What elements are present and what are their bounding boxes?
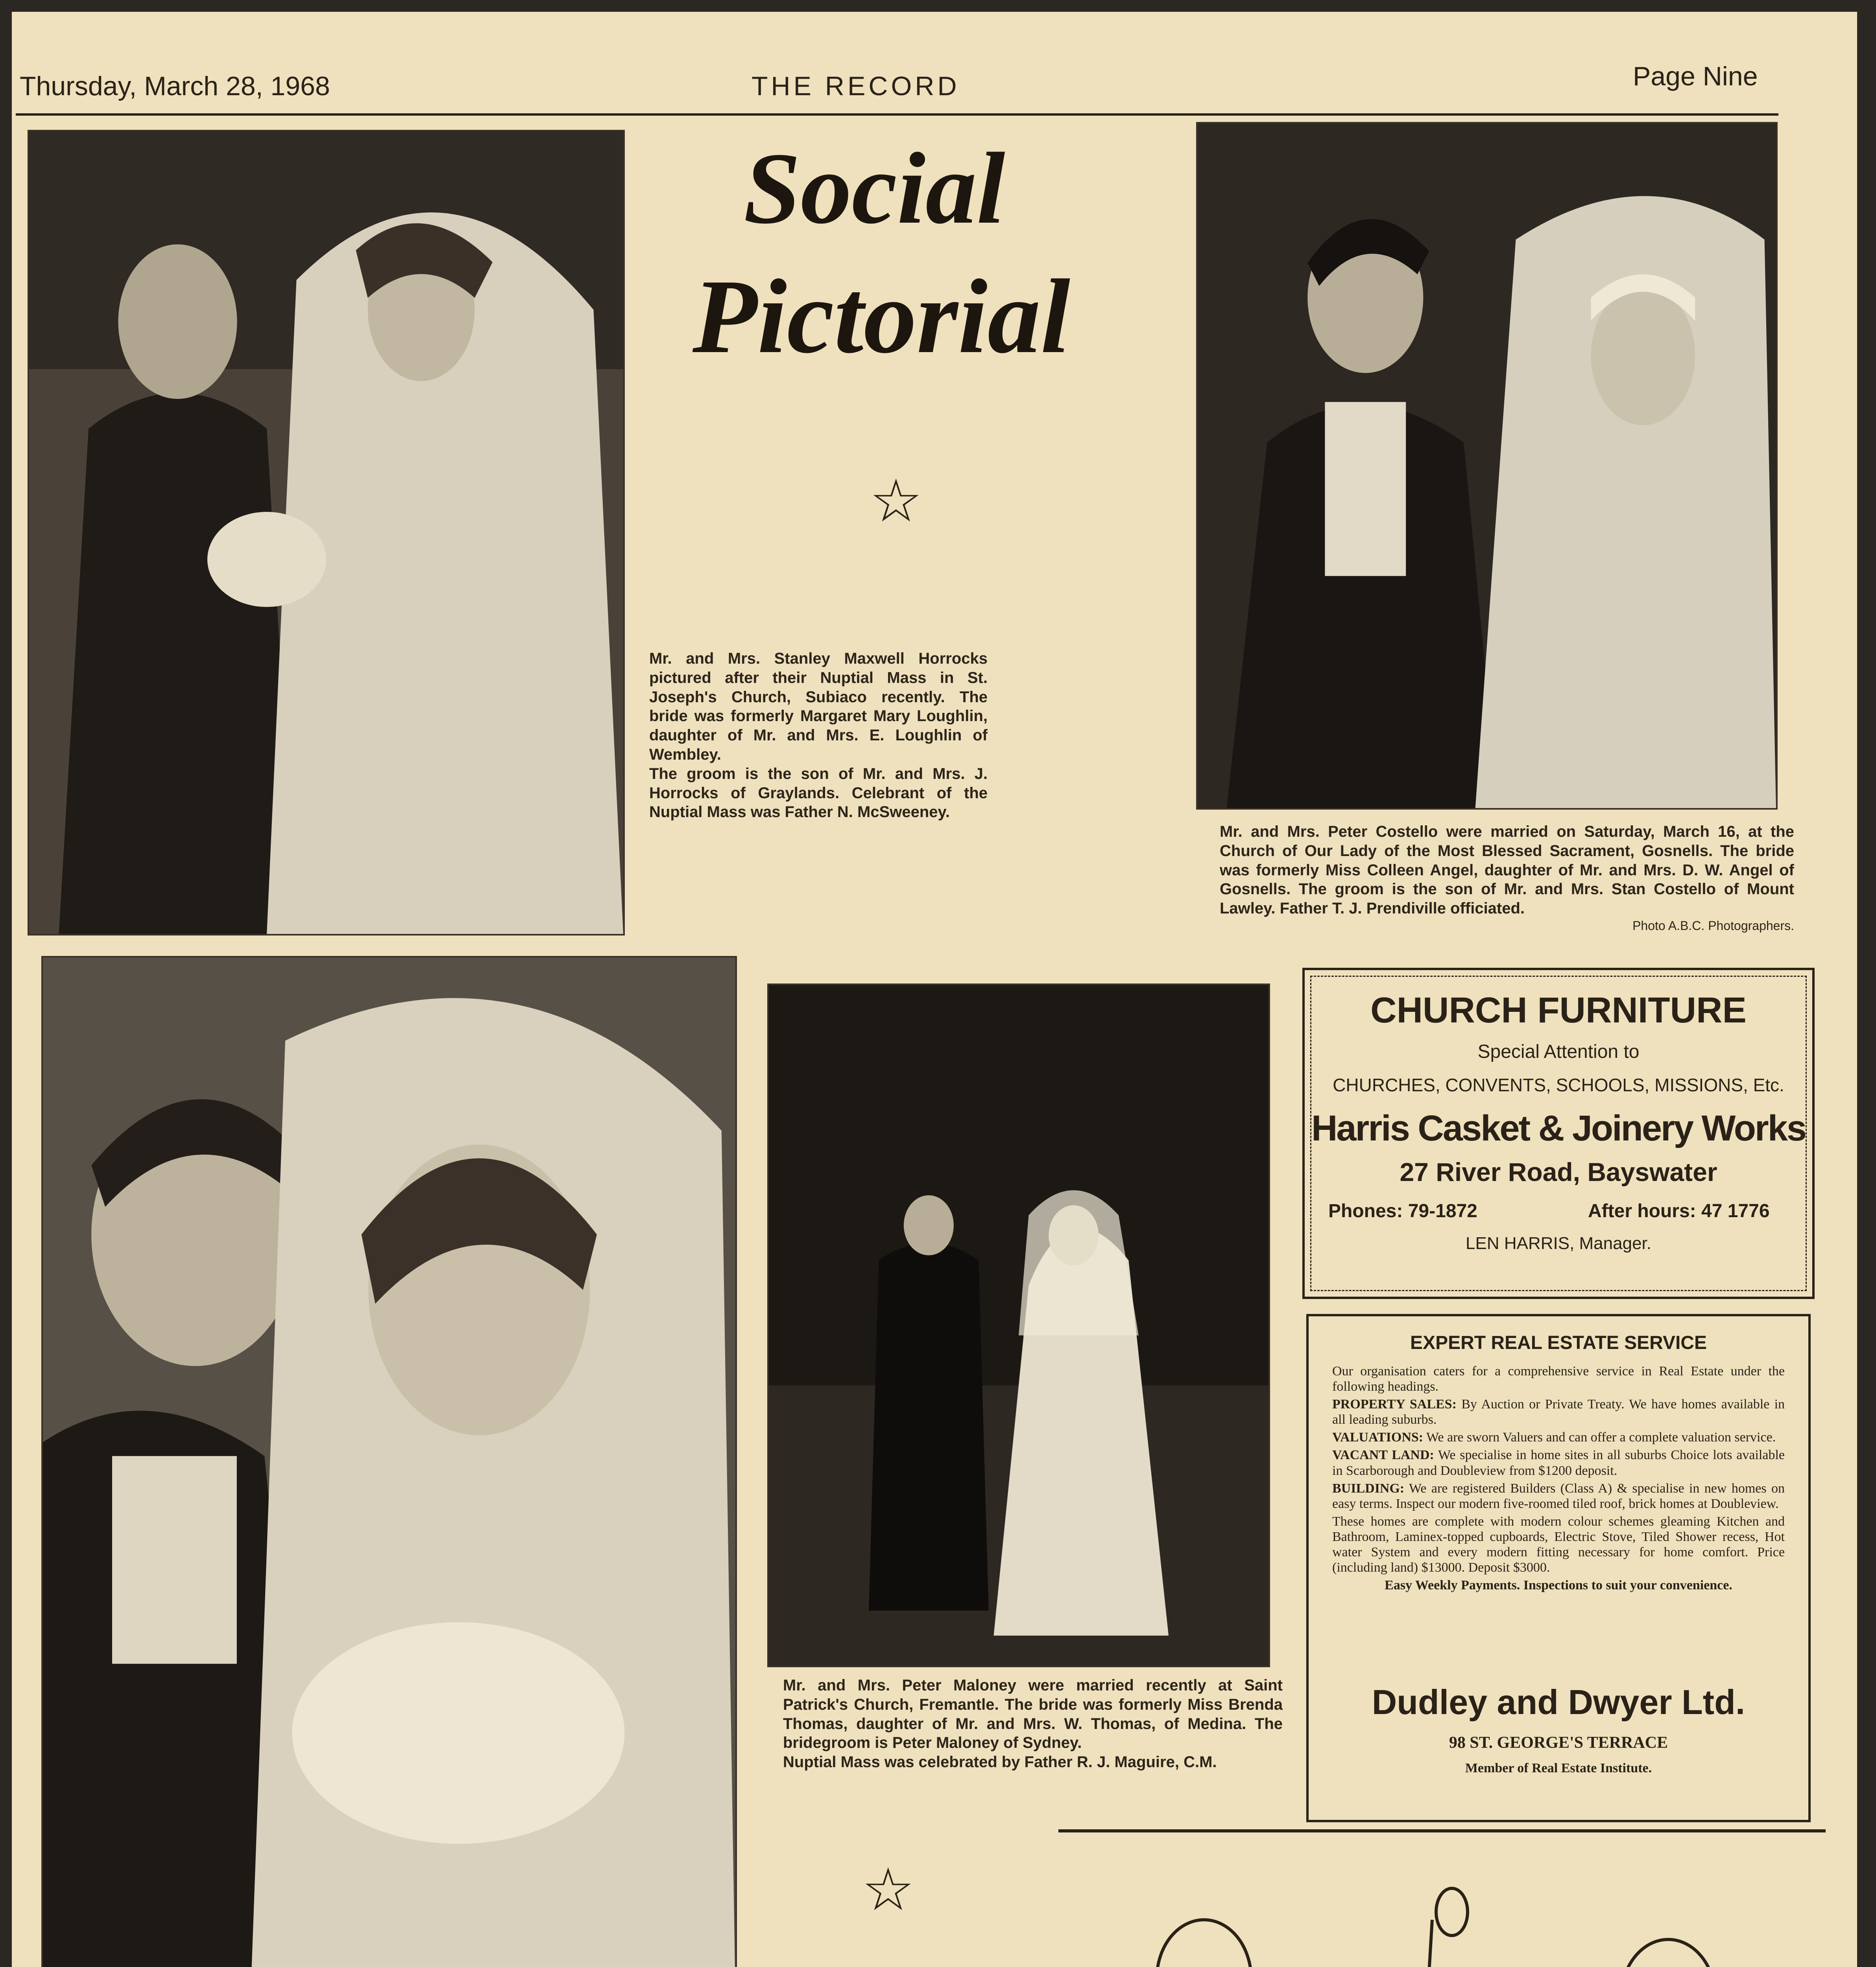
ad-church-furniture [1302, 968, 1815, 1299]
feature-title-line1: Social [744, 132, 1005, 245]
realestate-item-valuations: VALUATIONS: We are sworn Valuers and can offer a complete valuation service. [1332, 1430, 1776, 1445]
realestate-item-sales: PROPERTY SALES: By Auction or Private Treaty. We have homes available in all leading suburbs. [1332, 1397, 1785, 1427]
realestate-homes: These homes are complete with modern colour schemes gleaming Kitchen and Bathroom, Laminex-topped cupboards, Electric Stove, Tiled Shower recess, Hot water System and every modern fitting necessary for home comfort. Price (including land) $13000. Deposit $3000. [1332, 1514, 1785, 1575]
ad-real-estate [1306, 1314, 1811, 1822]
swan-illustration [1086, 1841, 1794, 1967]
photo-horrocks-couple [28, 130, 625, 936]
realestate-heading: EXPERT REAL ESTATE SERVICE [1410, 1332, 1707, 1353]
caption-maloney-text-2: Nuptial Mass was celebrated by Father R. J. Maguire, C.M. [783, 1753, 1217, 1771]
feature-title-line2: Pictorial [692, 258, 1070, 375]
caption-horrocks [649, 649, 988, 822]
photo-conlan-couple [41, 956, 737, 1967]
church-ad-company: Harris Casket & Joinery Works [1311, 1108, 1806, 1148]
realestate-address: 98 ST. GEORGE'S TERRACE [1449, 1734, 1668, 1752]
caption-costello-credit: Photo A.B.C. Photographers. [1632, 918, 1794, 933]
page-number: Page Nine [1633, 61, 1758, 91]
realestate-item-land: VACANT LAND: We specialise in home sites in all suburbs Choice lots available in Scarborough and Doubleview from $1200 deposit. [1332, 1448, 1785, 1478]
realestate-intro: Our organisation caters for a comprehensive service in Real Estate under the following headings. [1332, 1364, 1785, 1394]
realestate-item-building: BUILDING: We are registered Builders (Class A) & specialise in new homes on easy terms. Inspect our modern five-roomed tiled roof, brick homes at Doubleview. [1332, 1481, 1785, 1511]
realestate-body [1332, 1364, 1785, 1595]
ad-swan-beer [1086, 1841, 1794, 1967]
caption-maloney [783, 1676, 1283, 1772]
realestate-company: Dudley and Dwyer Ltd. [1372, 1683, 1745, 1722]
star-ornament-2: ☆ [862, 1858, 915, 1923]
church-ad-after-hours: After hours: 47 1776 [1588, 1201, 1770, 1222]
photo-maloney-couple [767, 984, 1270, 1667]
issue-date: Thursday, March 28, 1968 [20, 71, 330, 101]
caption-costello [1220, 822, 1794, 934]
church-ad-list: CHURCHES, CONVENTS, SCHOOLS, MISSIONS, Etc. [1333, 1075, 1784, 1095]
church-ad-phones: Phones: 79-1872 [1328, 1201, 1477, 1222]
church-ad-heading: CHURCH FURNITURE [1370, 990, 1747, 1030]
church-ad-sub: Special Attention to [1477, 1041, 1640, 1062]
caption-maloney-text: Mr. and Mrs. Peter Maloney were married recently at Saint Patrick's Church, Fremantle. The bride was formerly Miss Brenda Thomas, daughter of Mr. and Mrs. W. Thomas, of Medina. The bridegroom is Peter Maloney of Sydney. [783, 1677, 1283, 1752]
realestate-member: Member of Real Estate Institute. [1465, 1761, 1652, 1775]
church-ad-manager: LEN HARRIS, Manager. [1466, 1234, 1651, 1253]
caption-costello-text: Mr. and Mrs. Peter Costello were married on Saturday, March 16, at the Church of Our Lady of the Most Blessed Sacrament, Gosnells. The bride was formerly Miss Colleen Angel, daughter of Mr. and Mrs. D. W. Angel of Gosnells. The groom is the son of Mr. and Mrs. Stan Costello of Mount Lawley. Father T. J. Prendiville officiated. [1220, 823, 1794, 917]
church-ad-address: 27 River Road, Bayswater [1400, 1157, 1717, 1186]
caption-horrocks-text-2: The groom is the son of Mr. and Mrs. J. Horrocks of Graylands. Celebrant of the Nuptial Mass was Father N. McSweeney. [649, 765, 988, 821]
star-ornament: ☆ [870, 469, 923, 534]
header-rule [16, 113, 1778, 116]
section-rule [1058, 1829, 1826, 1832]
newspaper-page [12, 12, 1857, 1967]
masthead: THE RECORD [752, 71, 960, 101]
caption-horrocks-text: Mr. and Mrs. Stanley Maxwell Horrocks pictured after their Nuptial Mass in St. Joseph's Church, Subiaco recently. The bride was formerly Margaret Mary Loughlin, daughter of Mr. and Mrs. E. Loughlin of Wembley. [649, 650, 988, 763]
realestate-terms: Easy Weekly Payments. Inspections to suit your convenience. [1385, 1578, 1732, 1593]
photo-costello-couple [1196, 122, 1778, 810]
